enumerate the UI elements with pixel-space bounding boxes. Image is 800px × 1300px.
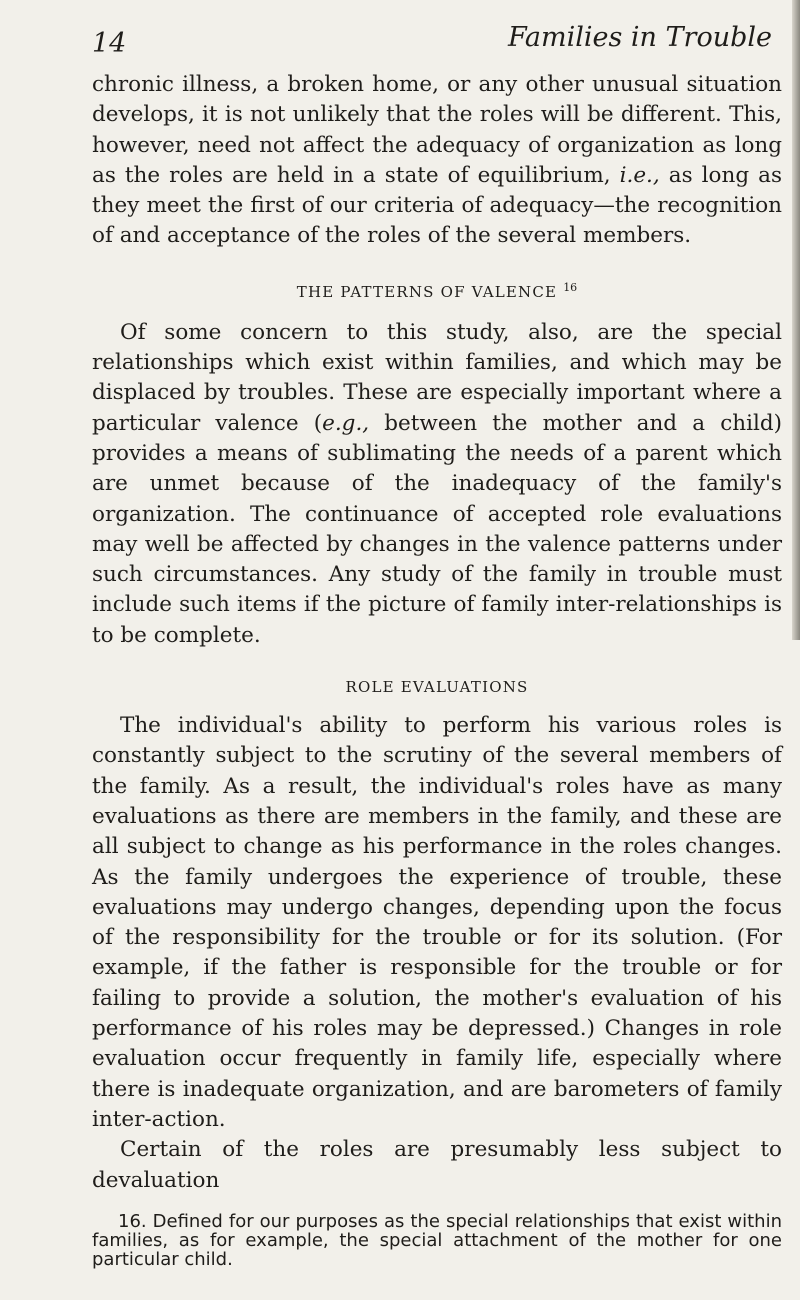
final-paragraph: Certain of the roles are presumably less subject to devaluation [92,1137,782,1193]
valence-paragraph [92,318,782,651]
running-title: Families in Trouble [508,22,772,53]
continuation-text: chronic illness, a broken home, or any other unusual situation develops, it is not unlikely that the roles will be different. This, however, need not affect the adequacy of organization as long as the roles are held in a state of equilibrium, [92,72,782,188]
footnote-text: Defined for our purposes as the special relationships that exist within families, as for example, the special attachment of the mother for one particular child. [92,1210,782,1270]
ie-abbreviation: i.e., [619,162,660,188]
role-evaluations-paragraph: The individual's ability to perform his various roles is constantly subject to the scrutiny of the several members of the family. As a result, the individual's roles have as many evaluations as there are members in the family, and these are all subject to change as his performance in the roles changes. As the family undergoes the experience of trouble, these evaluations may undergo changes, depending upon the focus of the responsibility for the trouble or for its solution. (For example, if the father is responsible for the trouble or for failing to provide a solution, the mother's evaluation of his performance of his roles may be depressed.) Changes in role evaluation occur frequently in family life, especially where there is inadequate organization, and are barometers of family inter-action. [92,713,782,1132]
valence-heading-text: THE PATTERNS OF VALENCE [296,282,558,301]
continuation-tail: as long as they meet the first of our criteria of adequacy—the recognition of and acceptance of the roles of the several members. [92,162,782,249]
footnote [92,1212,782,1269]
valence-text-2: between the mother and a child) provides a means of sublimating the needs of a parent which are unmet because of the inadequacy of the family's organization. The continuance of accepted role evaluations may well be affected by changes in the valence patterns under such circumstances. Any study of the family in trouble must include such items if the picture of family inter-relationships is to be complete. [92,410,782,648]
book-page [92,22,782,1269]
footnote-reference: 16 [563,280,578,294]
section-heading-role-evaluations: ROLE EVALUATIONS [345,678,529,697]
footnote-number: 16. [118,1210,147,1232]
section-heading-valence [92,278,782,302]
running-head [92,22,782,70]
valence-text-1: Of some concern to this study, also, are the special relationships which exist within families, and which may be displaced by troubles. These are especially important where a particular valence ( [92,319,782,436]
page-number: 14 [92,28,127,59]
eg-abbreviation: e.g., [322,410,370,436]
continuation-paragraph [92,70,782,252]
page-spine-edge [792,0,800,640]
